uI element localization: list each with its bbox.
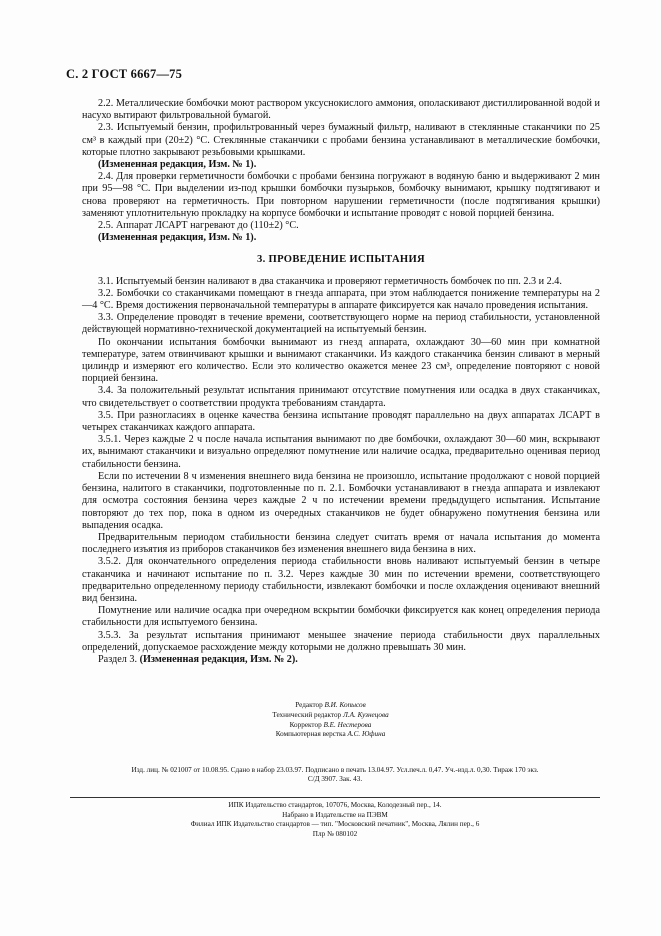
credit-line xyxy=(0,701,661,711)
publisher-block xyxy=(70,801,600,839)
credit-line xyxy=(0,711,661,721)
paragraph: Если по истечении 8 ч изменения внешнего вида бензина не произошло, испытание продолжают с новой порцией бензина, налитого в стаканчики, подготовленные по п. 2.1. Бомбочки устанавливают в гнезда аппарата и извлекают для осмотра состояния бензина через каждые 2 ч по истечении времени предыдущего испытания. Испытание повторяют до тех пор, пока в одном из очередных стаканчиков не будет обнаружено помутнения бензина или выпадения осадка. xyxy=(82,470,600,531)
section-2-paragraphs xyxy=(82,98,600,244)
final-note-prefix: Раздел 3. xyxy=(98,653,138,665)
credits-list xyxy=(0,701,661,740)
credit-line xyxy=(0,721,661,731)
paragraph: 3.5.1. Через каждые 2 ч после начала испытания вынимают по две бомбочки, охлаждают 30—60 мин, вскрывают их, вынимают стаканчики и визуально определяют помутнение или наличие осадка, предварительно оценивая период стабильности бензина. xyxy=(82,434,600,470)
credit-role: Корректор xyxy=(289,720,322,729)
paragraph: 3.5.3. За результат испытания принимают меньшее значение периода стабильности двух параллельных определений, допускаемое расхождение между которыми не должно превышать 30 мин. xyxy=(82,629,600,653)
imprint-block xyxy=(0,701,661,740)
publisher-line-4: Плр № 080102 xyxy=(312,829,358,838)
credit-role: Редактор xyxy=(295,701,323,709)
paragraph: Помутнение или наличие осадка при очередном вскрытии бомбочки фиксируется как конец определения периода стабильности для испытуемого бензина. xyxy=(82,605,600,629)
paragraph: 3.5. При разногласиях в оценке качества бензина испытание проводят параллельно на двух аппаратах ЛСАРТ в четырех стаканчиках каждого аппарата. xyxy=(82,409,600,434)
document-body xyxy=(82,98,600,666)
print-details-line-1: Изд. лиц. № 021007 от 10.08.95. Сдано в набор 23.03.97. Подписано в печать 13.04.97. Усл.печ.л. 0,47. Уч.-изд.л. 0,30. Тираж 170 экз. xyxy=(131,766,539,774)
credit-name: Л.А. Кузнецова xyxy=(342,710,389,719)
publisher-line-2: Набрано в Издательстве на ПЭВМ xyxy=(282,810,388,819)
paragraph: (Измененная редакция, Изм. № 1). xyxy=(98,159,257,171)
paragraph: 2.5. Аппарат ЛСАРТ нагревают до (110±2) °С. xyxy=(98,220,299,232)
credit-role: Компьютерная верстка xyxy=(275,730,346,739)
section-title: 3. ПРОВЕДЕНИЕ ИСПЫТАНИЯ xyxy=(257,254,425,266)
paragraph: 3.5.2. Для окончательного определения периода стабильности вновь наливают испытуемый бензин в четыре стаканчика и начинают испытание по п. 3.2. Через каждые 30 мин по истечении времени, соответствующего предварительно определенному периоду стабильности, извлекают бомбочки и после охлаждения оценивают внешний вид бензина. xyxy=(82,556,600,604)
paragraph: 2.4. Для проверки герметичности бомбочки с пробами бензина погружают в водяную баню и выдерживают 2 мин при 95—98 °С. При выделении из-под крышки бомбочки пузырьков, бомбочку вынимают, крышку подтягивают и снова проверяют на герметичность. При повторном нарушении герметичности (после подтягивания крышки) заменяют уплотнительную прокладку на корпусе бомбочки и испытание проводят с новой порцией бензина. xyxy=(82,171,600,219)
publisher-line-3: Филиал ИПК Издательство стандартов — тип. "Московский печатник", Москва, Лялин пер., 6 xyxy=(190,820,480,829)
paragraph: 3.4. За положительный результат испытания принимают отсутствие помутнения или осадка в двух стаканчиках, что свидетельствует о соответствии продукта требованиям стандарта. xyxy=(82,385,600,409)
print-details xyxy=(70,766,600,783)
paragraph: Предварительным периодом стабильности бензина следует считать время от начала испытания до момента последнего изъятия из приборов стаканчиков без изменения внешнего вида бензина в них. xyxy=(82,531,600,556)
paragraph: 2.3. Испытуемый бензин, профильтрованный через бумажный фильтр, наливают в стеклянные стаканчики по 25 см³ в каждый при (20±2) °С. Стеклянные стаканчики с пробами бензина устанавливают в металлические бомбочки, которые плотно закрывают резьбовыми крышками. xyxy=(82,122,600,158)
paragraph: 3.3. Определение проводят в течение времени, соответствующего норме на период стабильности, установленной действующей нормативно-технической документацией на испытуемый бензин. xyxy=(82,312,600,336)
print-details-line-2: С/Д 3907. Зак. 43. xyxy=(307,775,363,783)
paragraph: 3.1. Испытуемый бензин наливают в два стаканчика и проверяют герметичность бомбочек по пп. 2.3 и 2.4. xyxy=(98,275,562,287)
paragraph: 2.2. Металлические бомбочки моют раствором уксуснокислого аммония, ополаскивают дистиллированной водой и насухо вытирают фильтровальной бумагой. xyxy=(82,98,600,122)
credit-name: В.И. Копысов xyxy=(324,701,366,709)
paragraph: (Измененная редакция, Изм. № 1). xyxy=(98,232,257,244)
publisher-line-1: ИПК Издательство стандартов, 107076, Москва, Колодезный пер., 14. xyxy=(228,801,442,809)
section-3-paragraphs xyxy=(82,276,600,654)
divider-top xyxy=(70,797,600,798)
paragraph: 3.2. Бомбочки со стаканчиками помещают в гнезда аппарата, при этом наблюдается понижение температуры на 2—4 °С. Время достижения первоначальной температуры в аппарате фиксируется как начало проведения испытания. xyxy=(82,287,600,312)
page-header: С. 2 ГОСТ 6667—75 xyxy=(66,67,183,81)
credit-line xyxy=(0,730,661,740)
credit-role: Технический редактор xyxy=(272,710,342,719)
credit-name: А.С. Юфина xyxy=(347,730,386,739)
final-note xyxy=(82,654,600,666)
paragraph: По окончании испытания бомбочки вынимают из гнезд аппарата, охлаждают 30—60 мин при комнатной температуре, затем отвинчивают крышки и вынимают стаканчики. Из каждого стаканчика бензин сливают в мерный цилиндр и измеряют его количество. Если это количество окажется менее 23 см³, определение повторяют с новой порцией бензина. xyxy=(82,336,600,385)
credit-name: В.Е. Нестерова xyxy=(323,720,372,729)
final-note-bold: (Измененная редакция, Изм. № 2). xyxy=(139,653,298,665)
